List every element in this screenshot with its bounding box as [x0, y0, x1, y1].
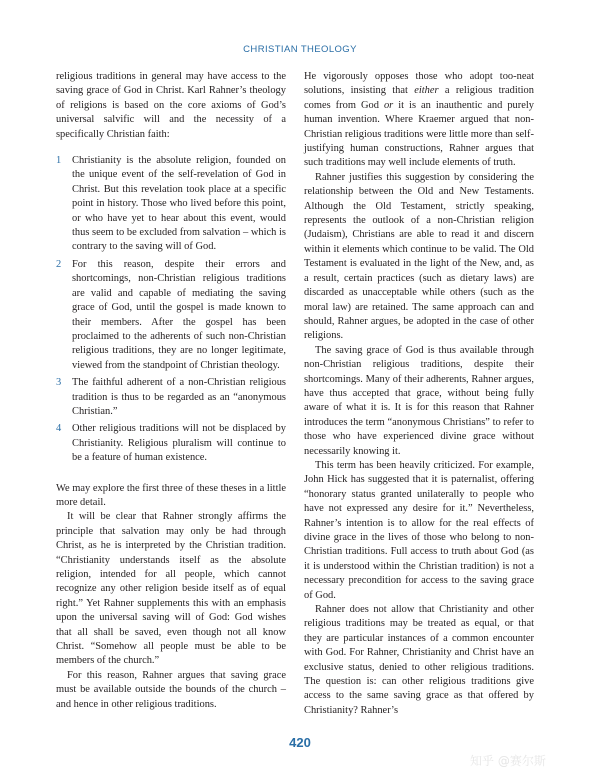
reason-paragraph: For this reason, Rahner argues that saving grace must be available outside the bounds of the church – and hence in other religious traditions.: [56, 669, 286, 710]
opposes-paragraph: He vigorously opposes those who adopt too-neat solutions, insisting that either a religious tradition comes from God or it is an inauthentic and purely human invention. Where Kraemer argued that non-Christian religious traditions were little more than self-justifying human constructions, Rahner argues that such traditions may well include elements of truth.: [304, 71, 534, 169]
thesis-text: Christianity is the absolute religion, founded on the unique event of the self-revelation of God in Christ. But this revelation took place at a specific point in history. Those who lived before this point, or who have yet to hear about this event, would thus seem to be excluded from salvation – which is contrary to the saving will of God.: [72, 155, 286, 253]
right-column: [304, 70, 534, 718]
watermark: 知乎 @赛尔斯: [470, 754, 546, 768]
affirms-paragraph: It will be clear that Rahner strongly affirms the principle that salvation may only be had through Christ, as he is interpreted by the Christian tradition. “Christianity understands itself as the absolute religion, intended for all people, which cannot recognize any other religion beside itself as of equal right.” Yet Rahner supplements this with an emphasis upon the universal saving will of God: God wishes that all shall be saved, even though not all know Christ. “Somehow all people must be able to be members of the church.”: [56, 511, 286, 667]
running-head: CHRISTIAN THEOLOGY: [243, 44, 357, 55]
thesis-item: [56, 258, 286, 373]
thesis-number: 2: [56, 258, 62, 270]
emphasis-or: or: [383, 99, 394, 111]
page-number: 420: [289, 735, 311, 750]
theses-list: [56, 154, 286, 466]
emphasis-either: either: [414, 85, 439, 97]
saving-grace-paragraph: The saving grace of God is thus available through non-Christian religious traditions, despite their shortcomings. Many of their adherents, Rahner argues, have thus accepted that grace, without being fully aware of what it is. It is for this reason that Rahner introduces the term “anonymous Christians” to refer to those who have experienced divine grace without necessarily knowing it.: [304, 344, 534, 457]
thesis-number: 3: [56, 377, 62, 389]
left-column: [56, 70, 286, 712]
intro-paragraph: religious traditions in general may have access to the saving grace of God in Christ. Karl Rahner’s theology of religions is based on the core axioms of God’s universal salvific will and the necessity of a specifically Christian faith:: [56, 71, 286, 140]
explore-paragraph: We may explore the first three of these theses in a little more detail.: [56, 482, 286, 508]
not-allow-paragraph: Rahner does not allow that Christianity and other religious traditions may be treated as equal, or that they are particular instances of a common encounter with God. For Rahner, Christianity and Christ have an exclusive status, denied to other religious traditions. The question is: can other religious traditions give access to the same saving grace as that offered by Christianity? Rahner’s: [304, 604, 534, 716]
thesis-item: [56, 422, 286, 465]
thesis-text: For this reason, despite their errors and shortcomings, non-Christian religious traditions are valid and capable of mediating the saving grace of God, until the gospel is made known to their members. After the gospel has been proclaimed to the adherents of such non-Christian religious traditions, they are no longer legitimate, viewed from the standpoint of Christian theology.: [72, 258, 286, 371]
thesis-item: [56, 154, 286, 255]
thesis-number: 1: [56, 155, 62, 167]
thesis-text: Other religious traditions will not be displaced by Christianity. Religious pluralism will continue to be a feature of human existence.: [72, 423, 286, 464]
criticized-paragraph: This term has been heavily criticized. For example, John Hick has suggested that it is paternalist, offering “honorary status granted unilaterally to people who have not expressed any desire for it.” Nevertheless, Rahner’s intention is to allow for the real effects of divine grace in the lives of those who belong to non-Christian traditions. Full access to truth about God (as it is understood within the Christian tradition) is not a necessary precondition for access to the saving grace of God.: [304, 459, 534, 601]
thesis-number: 4: [56, 423, 62, 435]
thesis-text: The faithful adherent of a non-Christian religious tradition is thus to be regarded as an “anonymous Christian.”: [72, 377, 286, 417]
thesis-item: [56, 376, 286, 419]
justifies-paragraph: Rahner justifies this suggestion by considering the relationship between the Old and New Testaments. Although the Old Testament, strictly speaking, represents the outlook of a non-Christian religion (Judaism), Christians are able to read it and discern within it elements which continue to be valid. The Old Testament is evaluated in the light of the New, and, as a result, certain practices (such as dietary laws) are discarded as unacceptable while others (such as the moral law) are retained. The same approach can and should, Rahner argues, be adopted in the case of other religions.: [304, 171, 534, 342]
